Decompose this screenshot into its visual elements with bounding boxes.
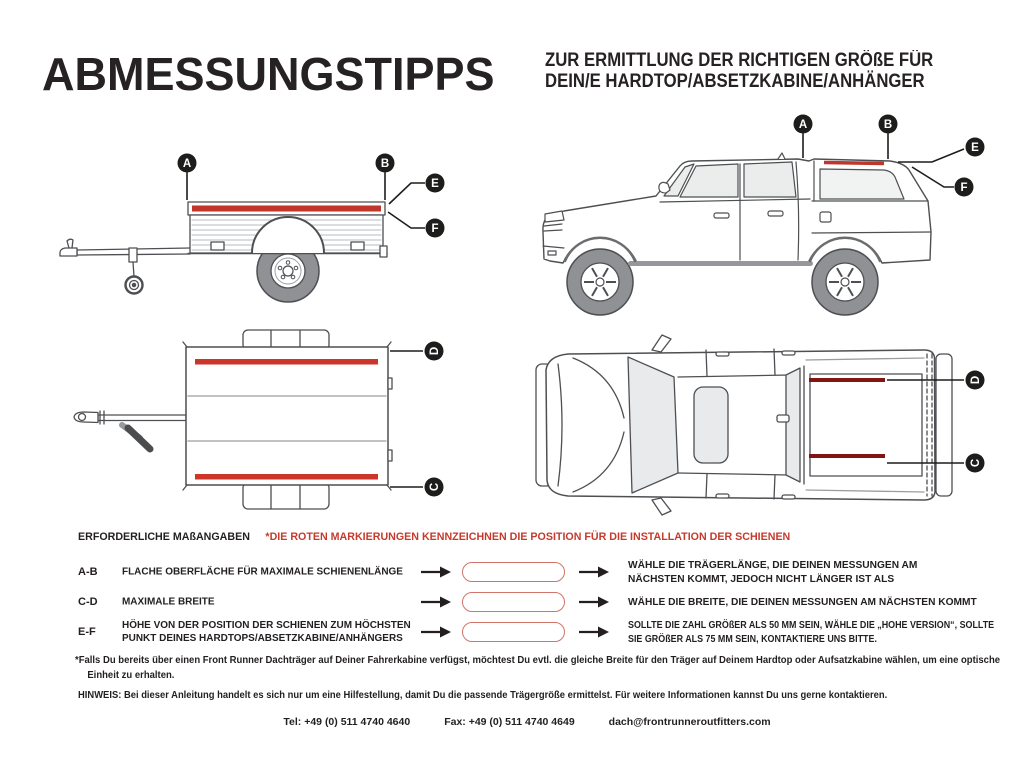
marker-d xyxy=(425,342,444,361)
trailer-side-view-diagram xyxy=(55,128,455,328)
svg-text:B: B xyxy=(883,119,893,131)
arrow-right-icon xyxy=(420,596,452,608)
measurement-description: FLACHE OBERFLÄCHE FÜR MAXIMALE SCHIENENLÄNGE xyxy=(122,565,403,578)
fax-number: Fax: +49 (0) 511 4740 4649 xyxy=(444,716,575,728)
svg-text:B: B xyxy=(380,158,390,170)
page-subtitle xyxy=(545,50,933,92)
subtitle-line-2: DEIN/E HARDTOP/ABSETZKABINE/ANHÄNGER xyxy=(545,71,925,92)
measurement-result: SOLLTE DIE ZAHL GRÖßER ALS 50 MM SEIN, WÄHLE DIE „HOHE VERSION“, SOLLTE SIE GRÖßER ALS 75 MM SEIN, KONTAKTIERE UNS BITTE. xyxy=(628,619,995,645)
marker-b xyxy=(376,154,395,173)
rail-position-marking xyxy=(192,206,381,212)
measurement-row-c-d xyxy=(0,590,1024,614)
marker-e xyxy=(426,174,445,193)
marker-a xyxy=(794,115,813,134)
svg-text:D: D xyxy=(970,375,982,385)
measurement-description: HÖHE VON DER POSITION DER SCHIENEN ZUM HÖCHSTEN PUNKT DEINES HARDTOPS/ABSETZKABINE/ANHÄNGERS xyxy=(122,619,411,644)
svg-text:A: A xyxy=(182,158,192,170)
marker-b xyxy=(879,115,898,134)
truck-top-view-diagram xyxy=(528,330,1008,520)
arrow-right-icon xyxy=(420,566,452,578)
marker-a xyxy=(178,154,197,173)
measurement-input-c-d[interactable] xyxy=(462,592,565,612)
page-title: ABMESSUNGSTIPPS xyxy=(42,48,495,101)
hinweis-note: HINWEIS: Bei dieser Anleitung handelt es sich nur um eine Hilfestellung, damit Du die passende Trägergröße ermittelst. Für weitere Informationen kannst Du uns gerne kontaktieren. xyxy=(78,690,888,701)
measurement-row-e-f xyxy=(0,615,1024,649)
marker-e xyxy=(966,138,985,157)
svg-text:C: C xyxy=(970,458,982,468)
phone-number: Tel: +49 (0) 511 4740 4640 xyxy=(283,716,411,728)
measurements-heading-row xyxy=(78,531,790,543)
arrow-right-icon xyxy=(578,596,610,608)
asterisk-footnote: *Falls Du bereits über einen Front Runner Dachträger auf Deiner Fahrerkabine verfügst, möchtest Du evtl. die gleiche Breite für den Träger auf Deinem Hardtop oder Aufsatzkabine wählen, um eine optische Einheit zu erhalten. xyxy=(75,655,1001,681)
measurement-code: C-D xyxy=(78,596,98,608)
arrow-right-icon xyxy=(578,566,610,578)
marker-c xyxy=(425,478,444,497)
contact-line xyxy=(0,716,1024,728)
measurement-result: WÄHLE DIE BREITE, DIE DEINEN MESSUNGEN AM NÄCHSTEN KOMMT xyxy=(628,596,977,608)
rail-position-marking xyxy=(824,163,884,164)
svg-text:A: A xyxy=(798,119,808,131)
measurement-result: WÄHLE DIE TRÄGERLÄNGE, DIE DEINEN MESSUNGEN AM NÄCHSTEN KOMMT, JEDOCH NICHT LÄNGER IST ALS xyxy=(628,559,918,585)
arrow-right-icon xyxy=(578,626,610,638)
measurement-input-e-f[interactable] xyxy=(462,622,565,642)
arrow-right-icon xyxy=(420,626,452,638)
svg-text:E: E xyxy=(431,178,439,190)
svg-text:F: F xyxy=(431,223,439,235)
measurements-heading: ERFORDERLICHE MAßANGABEN xyxy=(78,531,250,543)
red-markings-note: *DIE ROTEN MARKIERUNGEN KENNZEICHNEN DIE POSITION FÜR DIE INSTALLATION DER SCHIENEN xyxy=(265,531,791,543)
measurement-input-a-b[interactable] xyxy=(462,562,565,582)
email-address[interactable]: dach@frontrunneroutfitters.com xyxy=(608,716,771,728)
truck-side-view-diagram xyxy=(528,110,1008,320)
trailer-top-view-diagram xyxy=(58,328,458,518)
rail-position-marking xyxy=(809,378,885,382)
measurement-description: MAXIMALE BREITE xyxy=(122,595,215,608)
svg-text:E: E xyxy=(971,142,979,154)
measurement-code: A-B xyxy=(78,566,98,578)
svg-text:F: F xyxy=(960,182,968,194)
rail-position-marking xyxy=(195,359,378,365)
marker-d xyxy=(966,371,985,390)
marker-c xyxy=(966,454,985,473)
svg-text:D: D xyxy=(429,346,441,356)
rail-position-marking xyxy=(809,454,885,458)
marker-f xyxy=(955,178,974,197)
marker-f xyxy=(426,219,445,238)
measurement-row-a-b xyxy=(0,556,1024,588)
subtitle-line-1: ZUR ERMITTLUNG DER RICHTIGEN GRÖßE FÜR xyxy=(545,50,934,71)
svg-text:C: C xyxy=(429,482,441,492)
rail-position-marking xyxy=(195,474,378,480)
measurement-code: E-F xyxy=(78,626,96,638)
